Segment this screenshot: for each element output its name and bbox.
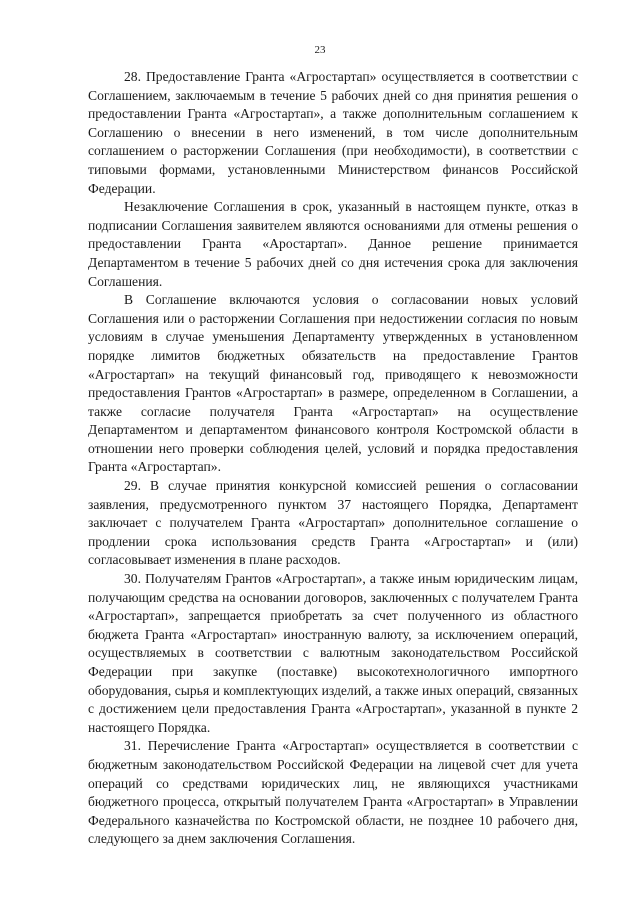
document-body: [88, 68, 578, 849]
paragraph-28-agreement-terms: В Соглашение включаются условия о согласовании новых условий Соглашения или о расторжении Соглашения при недостижении согласия по новым условиям в случае уменьшения Департаменту утвержденных в установленном порядке лимитов бюджетных обязательств на предоставление Грантов «Агростартап» на текущий финансовый год, приводящего к невозможности предоставления Грантов «Агростартап» в размере, определенном в Соглашении, а также согласие получателя Гранта «Агростартап» на осуществление Департаментом и департаментом финансового контроля Костромской области в отношении него проверки соблюдения целей, условий и порядка предоставления Гранта «Агростартап».: [88, 292, 578, 475]
page-number: 23: [314, 44, 326, 56]
paragraph-28: 28. Предоставление Гранта «Агростартап» осуществляется в соответствии с Соглашением, заключаемым в течение 5 рабочих дней со дня принятия решения о предоставлении Гранта «Агростартап», а также дополнительным соглашением к Соглашению о внесении в него изменений, в том числе дополнительным соглашением о расторжении Соглашения (при необходимости), в соответствии с типовыми формами, установленными Министерством финансов Российской Федерации.: [88, 69, 578, 196]
paragraph-31: 31. Перечисление Гранта «Агростартап» осуществляется в соответствии с бюджетным законодательством Российской Федерации на лицевой счет для учета операций со средствами юридических лиц, не являющихся участниками бюджетного процесса, открытый получателем Гранта «Агростартап» в Управлении Федерального казначейства по Костромской области, не позднее 10 рабочего дня, следующего за днем заключения Соглашения.: [88, 738, 578, 847]
paragraph-28-non-conclusion: Незаключение Соглашения в срок, указанный в настоящем пункте, отказ в подписании Соглашения заявителем являются основаниями для отмены решения о предоставлении Гранта «Аростартап». Данное решение принимается Департаментом в течение 5 рабочих дней со дня истечения срока для заключения Соглашения.: [88, 199, 578, 289]
paragraph-29: 29. В случае принятия конкурсной комиссией решения о согласовании заявления, предусмотренного пунктом 37 настоящего Порядка, Департамент заключает с получателем Гранта «Агростартап» дополнительное соглашение о продлении срока использования средств Гранта «Агростартап» и (или) согласовывает изменения в плане расходов.: [88, 478, 578, 568]
paragraph-30: 30. Получателям Грантов «Агростартап», а также иным юридическим лицам, получающим средства на основании договоров, заключенных с получателем Гранта «Агростартап», запрещается приобретать за счет полученного из областного бюджета Гранта «Агростартап» иностранную валюту, за исключением операций, осуществляемых в соответствии с валютным законодательством Российской Федерации при закупке (поставке) высокотехнологичного импортного оборудования, сырья и комплектующих изделий, а также иных операций, связанных с достижением цели предоставления Гранта «Агростартап», указанной в пункте 2 настоящего Порядка.: [88, 571, 578, 735]
